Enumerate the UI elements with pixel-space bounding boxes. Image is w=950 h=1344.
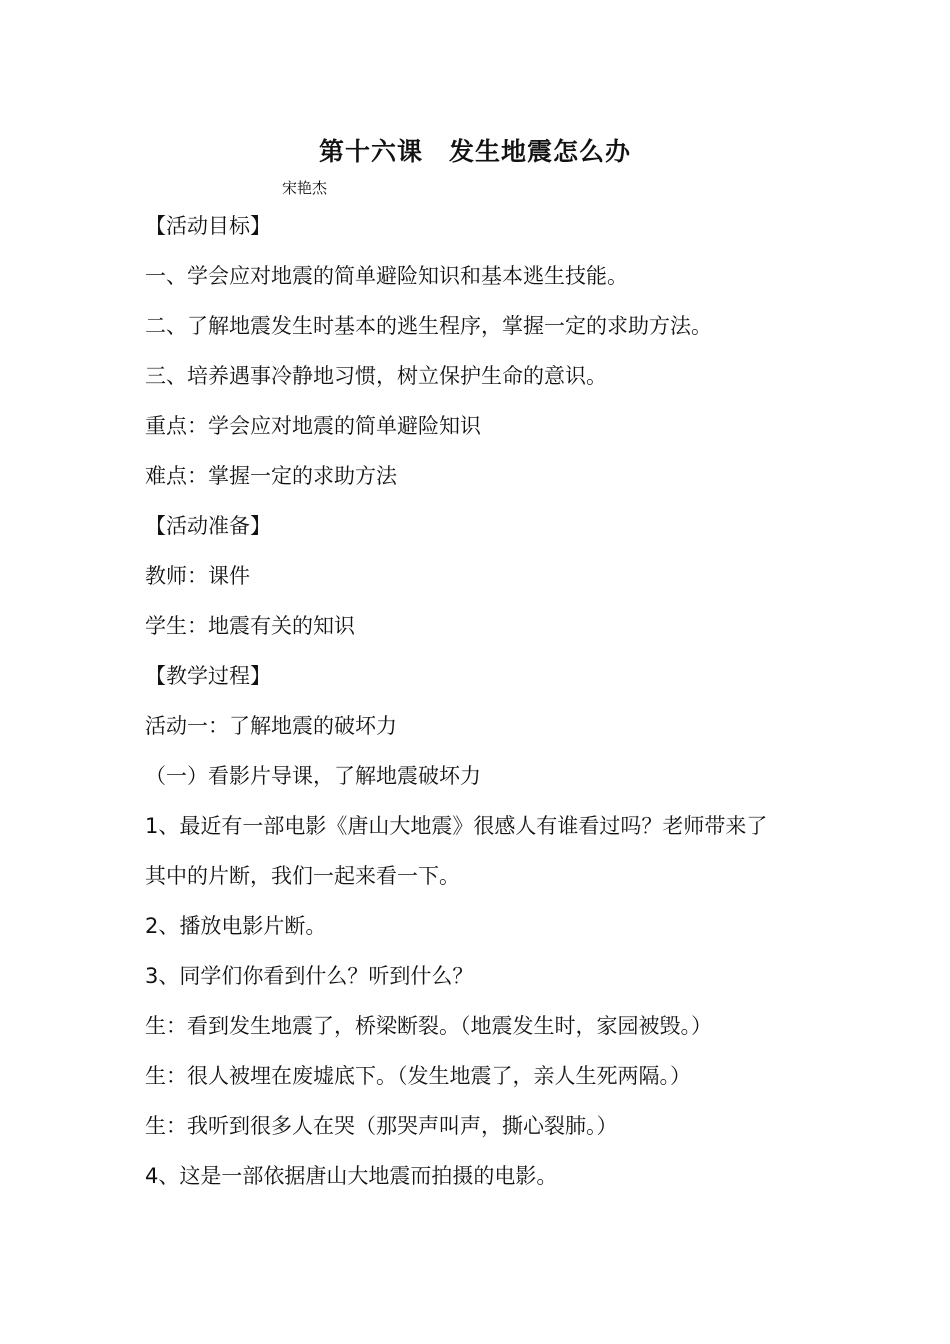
paragraph-line: 4、这是一部依据唐山大地震而拍摄的电影。 <box>145 1164 558 1188</box>
section-heading-process: 【教学过程】 <box>145 664 271 688</box>
activity-heading: 活动一：了解地震的破坏力 <box>145 714 397 738</box>
key-point-line: 重点：学会应对地震的简单避险知识 <box>145 414 481 438</box>
paragraph-line: 3、同学们你看到什么？听到什么？ <box>145 964 474 988</box>
subsection-heading: （一）看影片导课，了解地震破坏力 <box>145 764 481 788</box>
preparation-line: 教师：课件 <box>145 564 250 588</box>
section-heading-preparation: 【活动准备】 <box>145 514 271 538</box>
paragraph-line: 1、最近有一部电影《唐山大地震》很感人有谁看过吗？老师带来了 <box>145 814 768 838</box>
student-answer-line: 生：我听到很多人在哭（那哭声叫声，撕心裂肺。） <box>145 1114 618 1138</box>
goal-line: 三、培养遇事冷静地习惯，树立保护生命的意识。 <box>145 364 607 388</box>
student-answer-line: 生：很人被埋在废墟底下。（发生地震了，亲人生死两隔。） <box>145 1064 691 1088</box>
student-answer-line: 生：看到发生地震了，桥梁断裂。（地震发生时，家园被毁。） <box>145 1014 712 1038</box>
body-text <box>145 206 825 1206</box>
difficulty-line: 难点：掌握一定的求助方法 <box>145 464 397 488</box>
goal-line: 二、了解地震发生时基本的逃生程序，掌握一定的求助方法。 <box>145 314 712 338</box>
lesson-title: 第十六课 发生地震怎么办 <box>318 137 631 166</box>
paragraph-line: 其中的片断，我们一起来看一下。 <box>145 864 460 888</box>
section-heading-goals: 【活动目标】 <box>145 214 271 238</box>
paragraph-line: 2、播放电影片断。 <box>145 914 327 938</box>
author-name: 宋艳杰 <box>282 179 328 197</box>
preparation-line: 学生：地震有关的知识 <box>145 614 355 638</box>
goal-line: 一、学会应对地震的简单避险知识和基本逃生技能。 <box>145 264 628 288</box>
